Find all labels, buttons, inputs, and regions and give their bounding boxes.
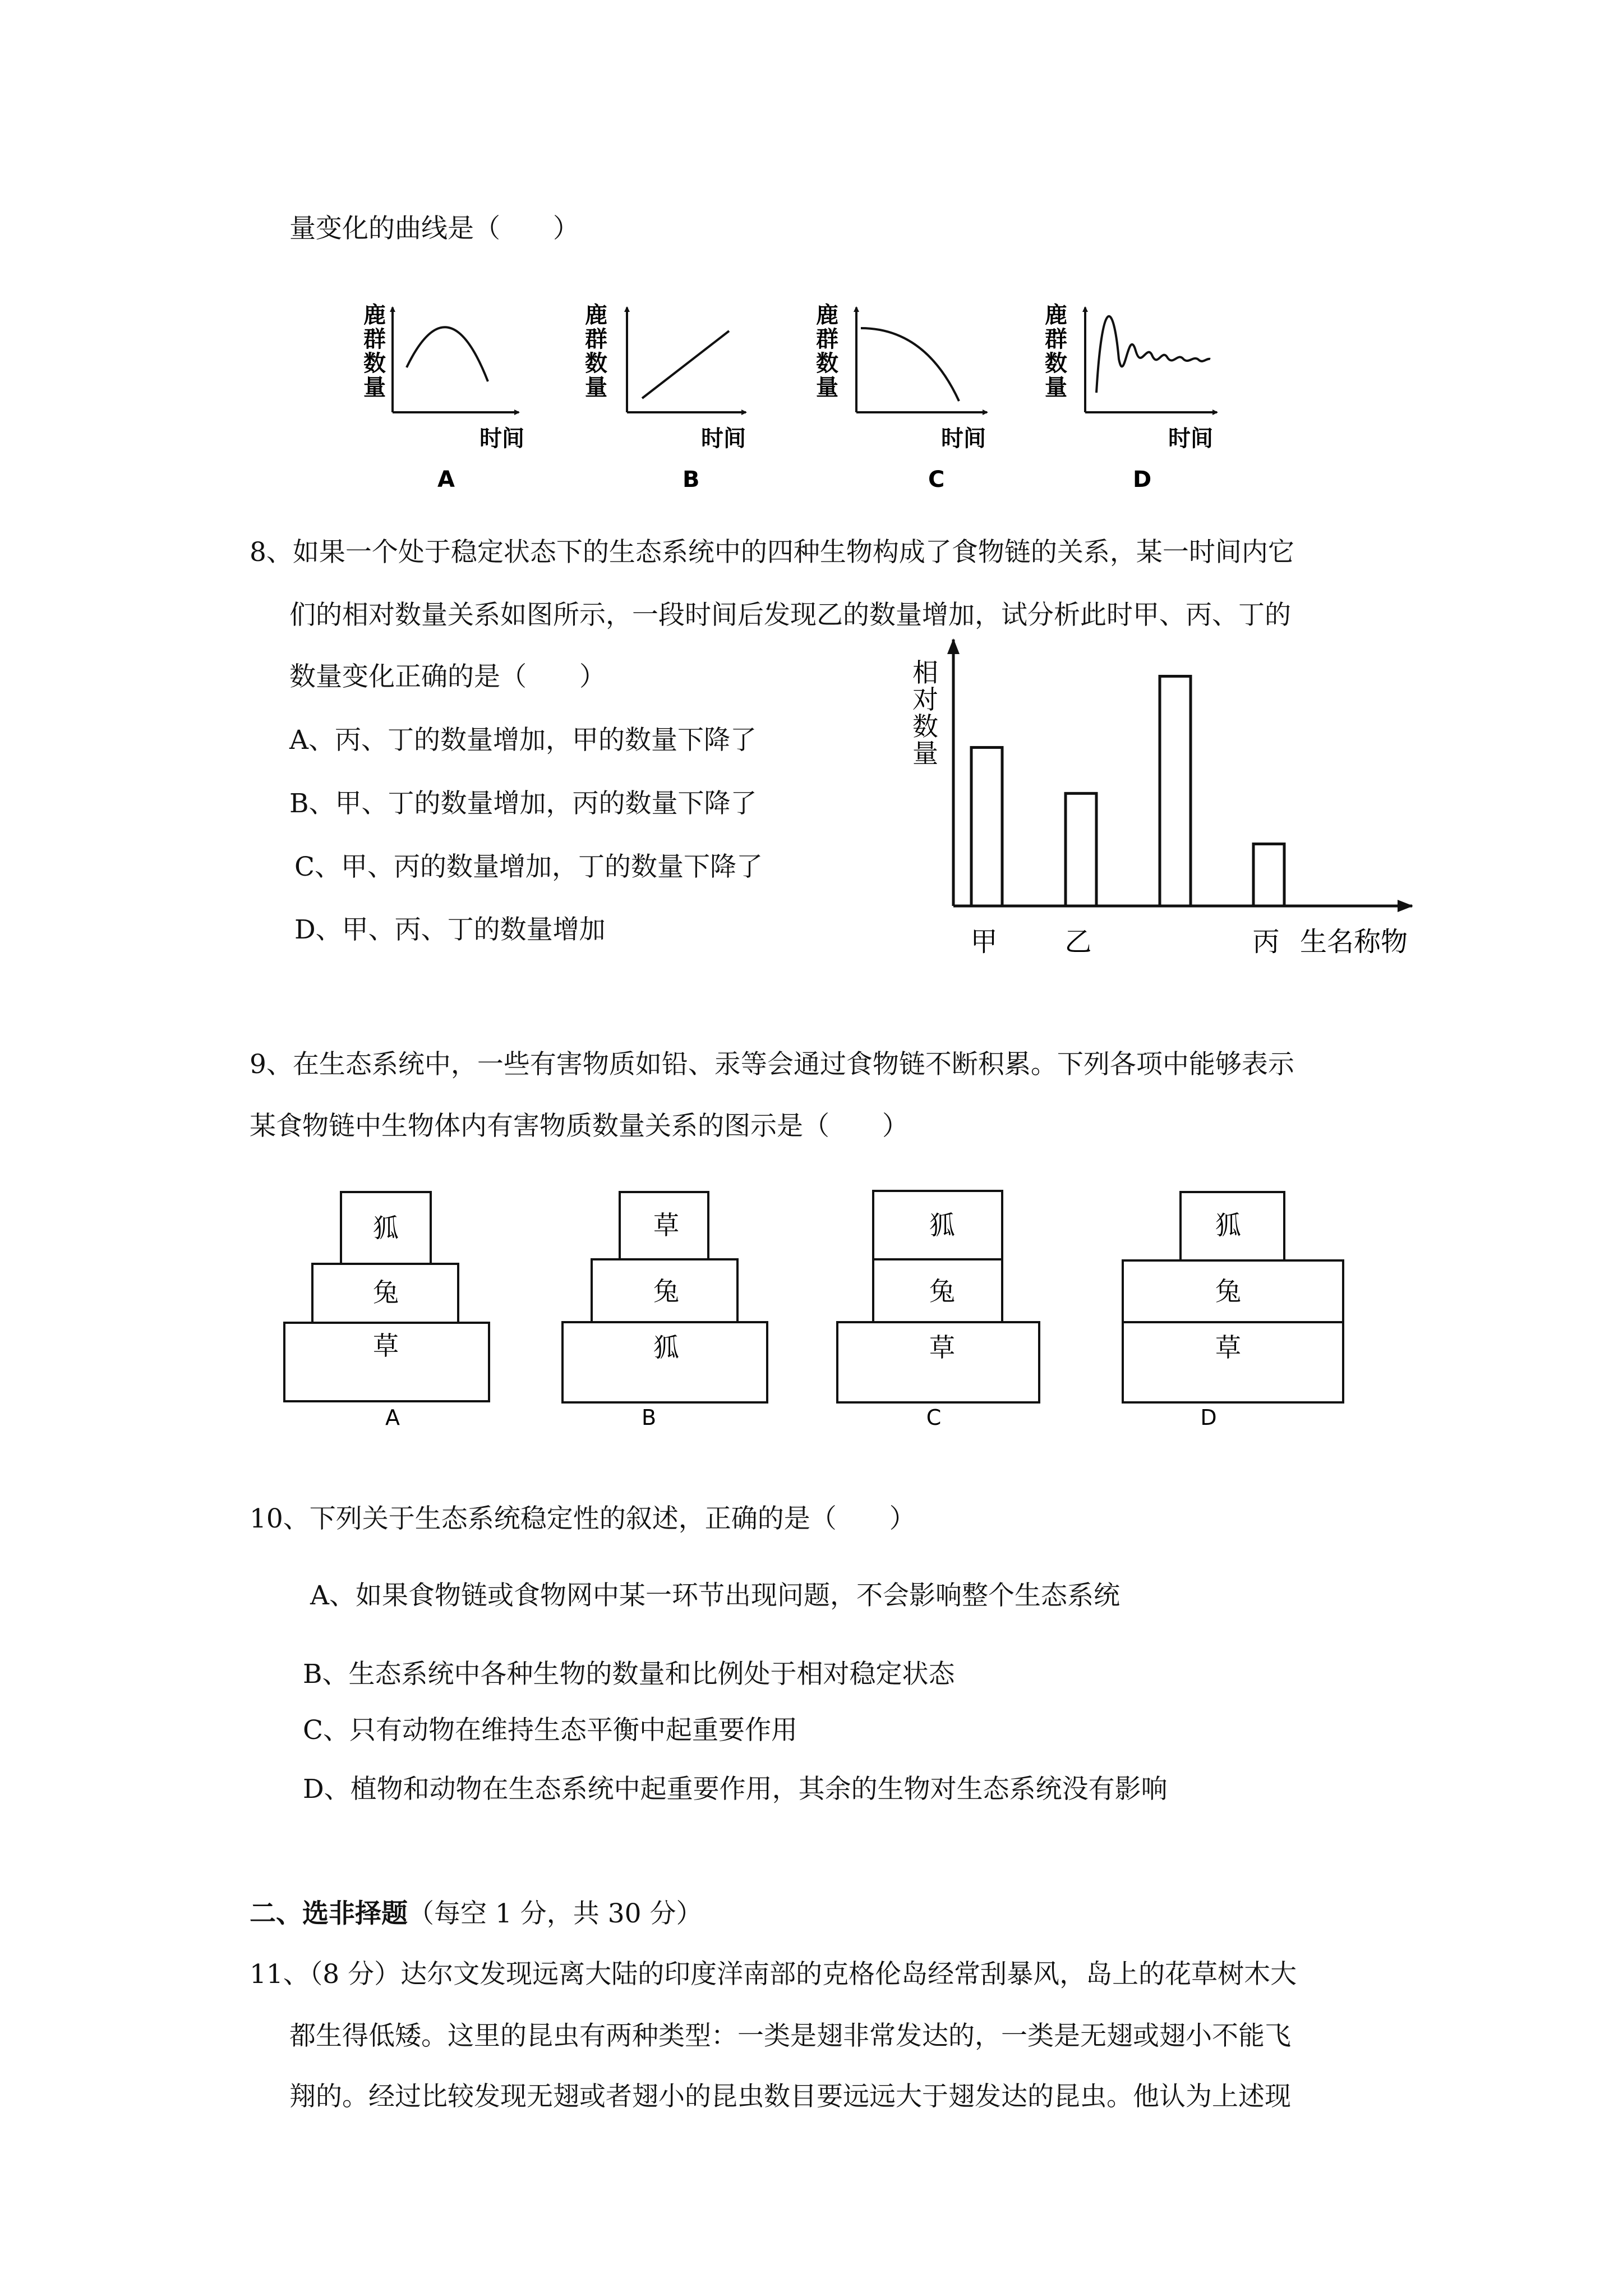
q7-a-ylabel-4: 量 (363, 375, 386, 401)
q9-a-mid: 兔 (373, 1277, 399, 1308)
y-axis-label-char-2: 数 (912, 711, 938, 742)
q9-d-bottom: 草 (1215, 1332, 1241, 1363)
q7-c-label: C (928, 467, 945, 493)
x-tick-label-3: 丙 (1252, 926, 1280, 958)
q7-c-curve (861, 328, 959, 401)
q7-b-curve (642, 331, 729, 398)
q10-option-b: B、生态系统中各种生物的数量和比例处于相对稳定状态 (303, 1659, 955, 1690)
section2-title: 二、选非择题 (250, 1898, 408, 1929)
q8-line1: 8、如果一个处于稳定状态下的生态系统中的四种生物构成了食物链的关系，某一时间内它 (250, 537, 1294, 568)
q8-option-b: B、甲、丁的数量增加，丙的数量下降了 (289, 788, 757, 819)
y-axis-label-char-0: 相 (912, 657, 938, 688)
q9-diagram-d (1123, 1192, 1343, 1430)
q7-a-label: A (437, 467, 455, 493)
svg-text:数: 数 (1045, 351, 1067, 376)
q9-c-bottom: 草 (929, 1332, 955, 1363)
q9-a-label: A (385, 1405, 400, 1430)
q8-option-a: A、丙、丁的数量增加，甲的数量下降了 (289, 725, 757, 756)
svg-text:数: 数 (585, 351, 607, 376)
y-axis-label-char-1: 对 (912, 684, 938, 715)
q9-d-mid: 兔 (1215, 1276, 1241, 1306)
q8-line3: 数量变化正确的是（ ） (289, 661, 606, 692)
q9-b-top: 草 (653, 1210, 679, 1240)
q9-d-label: D (1200, 1405, 1217, 1430)
q10-option-d: D、植物和动物在生态系统中起重要作用，其余的生物对生态系统没有影响 (303, 1774, 1168, 1805)
q9-a-bottom: 草 (373, 1331, 399, 1361)
x-tick-label-0: 甲 (970, 926, 998, 958)
q7-a-curve (407, 327, 488, 381)
q11-line1: 11、（8 分）达尔文发现远离大陆的印度洋南部的克格伦岛经常刮暴风，岛上的花草树木大 (250, 1959, 1297, 1990)
q7-graph-c (816, 302, 987, 493)
q11-line2: 都生得低矮。这里的昆虫有两种类型：一类是翅非常发达的，一类是无翅或翅小不能飞 (289, 2021, 1291, 2051)
q9-a-top: 狐 (373, 1213, 399, 1243)
q9-b-label: B (641, 1405, 657, 1430)
svg-text:量: 量 (1045, 375, 1067, 401)
svg-text:时间: 时间 (1168, 426, 1213, 452)
q7-d-curve (1096, 316, 1210, 393)
bar-3 (1253, 844, 1284, 906)
q10-stem: 10、下列关于生态系统稳定性的叙述，正确的是（ ） (250, 1503, 916, 1534)
svg-text:群: 群 (1045, 326, 1067, 352)
q9-c-top: 狐 (929, 1210, 955, 1240)
q7-a-ylabel-3: 数 (363, 351, 386, 376)
svg-text:鹿: 鹿 (585, 302, 607, 328)
svg-text:时间: 时间 (701, 426, 746, 452)
q9-c-mid: 兔 (929, 1276, 955, 1306)
q7-graph-b (585, 302, 746, 493)
q9-diagram-c (837, 1191, 1039, 1430)
q7-graph-a (363, 302, 524, 493)
q9-c-label: C (926, 1405, 942, 1430)
svg-text:数: 数 (816, 351, 838, 376)
svg-text:鹿: 鹿 (1045, 302, 1067, 328)
y-axis-label-char-3: 量 (912, 738, 938, 769)
svg-text:量: 量 (585, 375, 607, 401)
q8-option-d: D、甲、丙、丁的数量增加 (294, 914, 606, 945)
bar-1 (1066, 793, 1096, 906)
svg-text:群: 群 (585, 326, 607, 352)
x-axis-label: 生名称物 (1300, 926, 1408, 958)
svg-text:时间: 时间 (941, 426, 986, 452)
q10-option-a: A、如果食物链或食物网中某一环节出现问题，不会影响整个生态系统 (310, 1580, 1120, 1611)
q9-line1: 9、在生态系统中，一些有害物质如铅、汞等会通过食物链不断积累。下列各项中能够表示 (250, 1049, 1294, 1080)
q9-b-mid: 兔 (653, 1276, 679, 1306)
svg-text:群: 群 (816, 326, 838, 352)
q8-line2: 们的相对数量关系如图所示，一段时间后发现乙的数量增加，试分析此时甲、丙、丁的 (289, 600, 1291, 631)
q11-line3: 翔的。经过比较发现无翅或者翅小的昆虫数目要远远大于翅发达的昆虫。他认为上述现 (289, 2081, 1291, 2112)
q9-line2: 某食物链中生物体内有害物质数量关系的图示是（ ） (250, 1111, 909, 1142)
q7-graph-d (1045, 302, 1217, 493)
svg-text:鹿: 鹿 (816, 302, 838, 328)
q7-d-label: D (1133, 467, 1152, 493)
y-axis-label (912, 657, 938, 769)
q8-option-c: C、甲、丙的数量增加，丁的数量下降了 (294, 852, 763, 882)
bar-2 (1160, 677, 1191, 906)
q7-a-ylabel-2: 群 (363, 326, 386, 352)
q10-option-c: C、只有动物在维持生态平衡中起重要作用 (303, 1715, 797, 1746)
q9-diagram-b (562, 1192, 767, 1430)
bar-0 (971, 747, 1002, 906)
x-tick-label-1: 乙 (1064, 926, 1092, 958)
section2-heading (250, 1897, 702, 1931)
section2-note: （每空 1 分，共 30 分） (408, 1898, 703, 1929)
q7-b-label: B (683, 467, 700, 493)
q9-d-top: 狐 (1215, 1210, 1241, 1240)
svg-text:量: 量 (816, 375, 838, 401)
q7-a-ylabel-1: 鹿 (363, 302, 386, 328)
q7-a-xlabel: 时间 (479, 426, 524, 452)
q9-b-bottom: 狐 (653, 1332, 679, 1363)
q9-diagram-a (284, 1192, 489, 1430)
q7-stem-tail: 量变化的曲线是（ ） (289, 213, 579, 244)
